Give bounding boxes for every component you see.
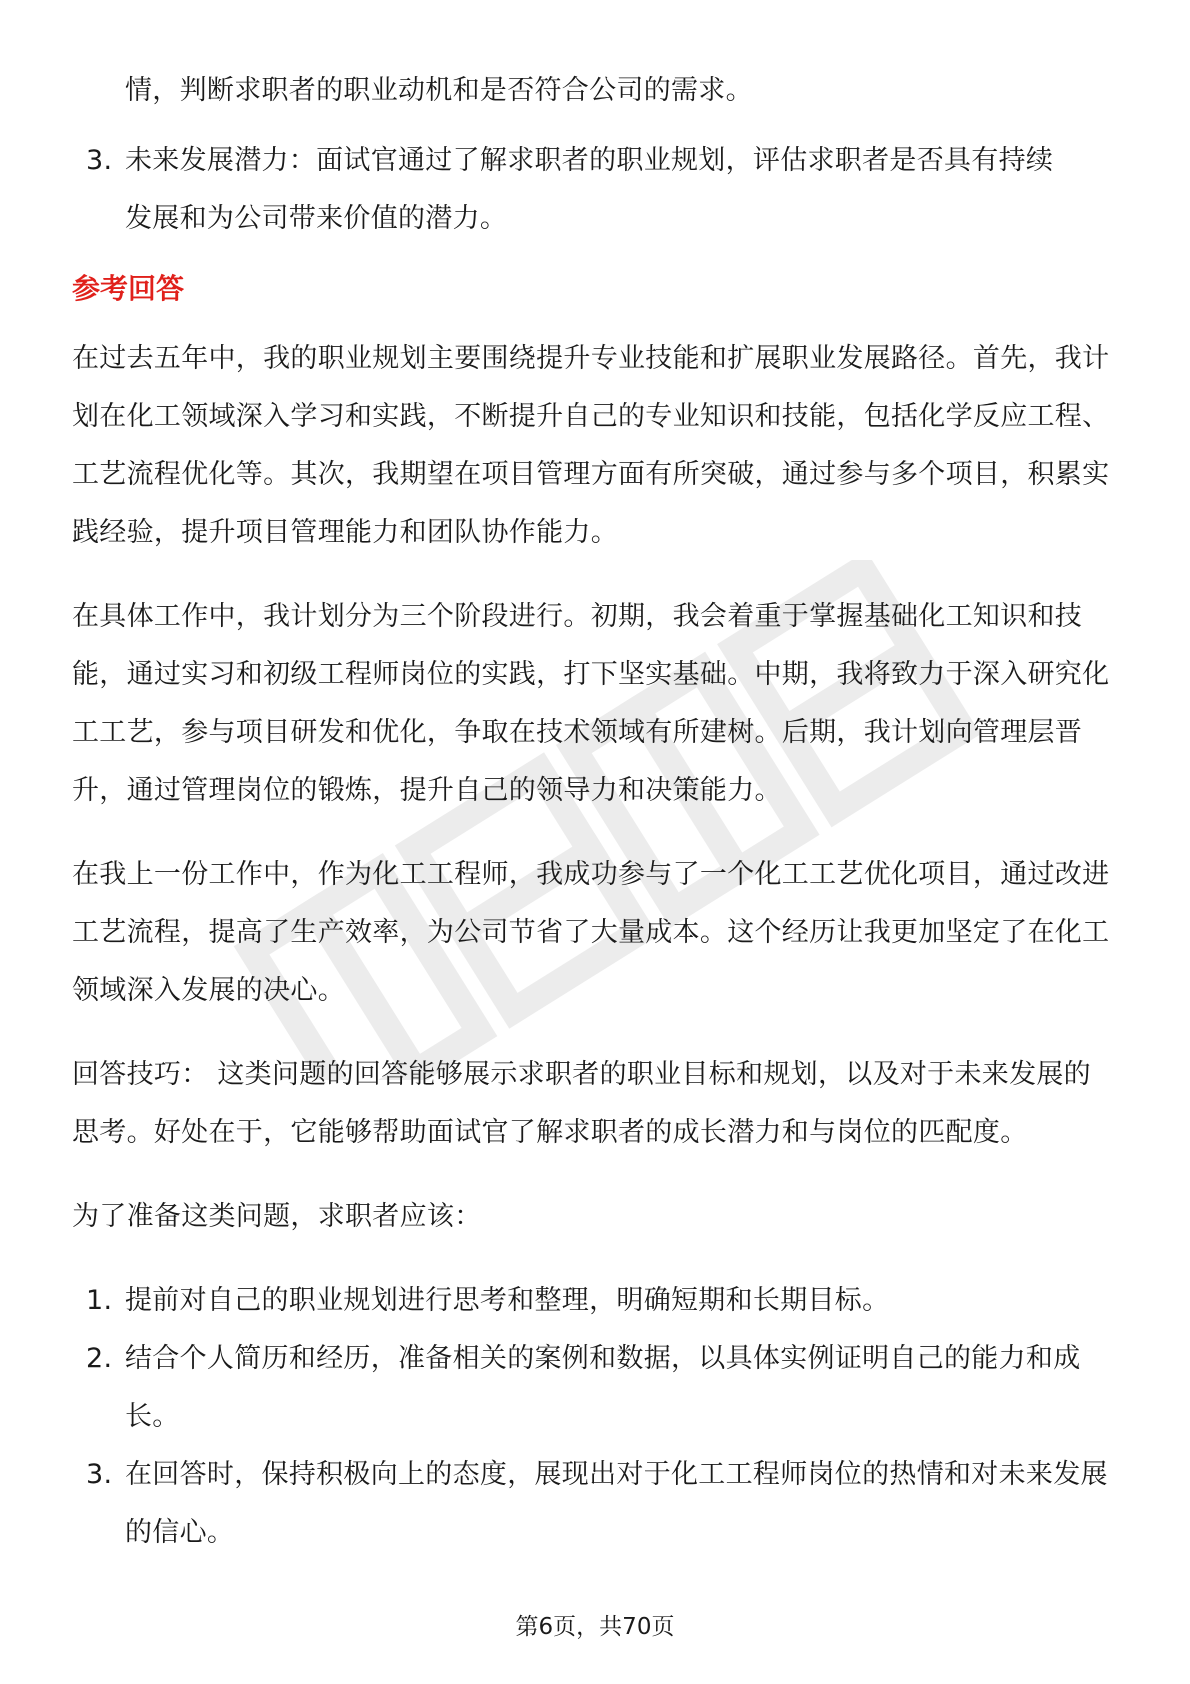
intro-list (72, 132, 1118, 248)
list-item (72, 132, 1118, 248)
list-item-text: 在回答时，保持积极向上的态度，展现出对于化工工程师岗位的热情和对未来发展的信心。 (125, 1459, 1108, 1548)
list-number: 2. (86, 1343, 113, 1374)
prep-intro: 为了准备这类问题，求职者应该： (72, 1201, 482, 1232)
list-item (72, 1446, 1118, 1562)
section-heading: 参考回答 (72, 272, 185, 305)
list-number: 3. (86, 145, 113, 176)
list-item (72, 1272, 1118, 1330)
list-item (72, 1330, 1118, 1446)
list-number: 3. (86, 1459, 113, 1490)
page-footer: 第6页，共70页 (515, 1614, 675, 1640)
answer-paragraph-1: 在过去五年中，我的职业规划主要围绕提升专业技能和扩展职业发展路径。首先，我计划在化工领域深入学习和实践，不断提升自己的专业知识和技能，包括化学反应工程、工艺流程优化等。其次，我期望在项目管理方面有所突破，通过参与多个项目，积累实践经验，提升项目管理能力和团队协作能力。 (72, 343, 1110, 548)
tips-paragraph: 回答技巧： 这类问题的回答能够展示求职者的职业目标和规划，以及对于未来发展的思考。好处在于，它能够帮助面试官了解求职者的成长潜力和与岗位的匹配度。 (72, 1059, 1091, 1148)
list-item-text: 提前对自己的职业规划进行思考和整理，明确短期和长期目标。 (125, 1285, 890, 1316)
list-number: 1. (86, 1285, 113, 1316)
list-item-text: 结合个人简历和经历，准备相关的案例和数据，以具体实例证明自己的能力和成长。 (125, 1343, 1081, 1432)
answer-paragraph-3: 在我上一份工作中，作为化工工程师，我成功参与了一个化工工艺优化项目，通过改进工艺流程，提高了生产效率，为公司节省了大量成本。这个经历让我更加坚定了在化工领域深入发展的决心。 (72, 859, 1110, 1006)
list-item-text-line2: 发展和为公司带来价值的潜力。 (125, 203, 508, 234)
main-content (72, 62, 1118, 1562)
list-item-text-line1: 未来发展潜力：面试官通过了解求职者的职业规划，评估求职者是否具有持续 (125, 145, 1054, 176)
continuation-text: 情，判断求职者的职业动机和是否符合公司的需求。 (125, 75, 753, 106)
prep-list (72, 1272, 1118, 1562)
answer-paragraph-2: 在具体工作中，我计划分为三个阶段进行。初期，我会着重于掌握基础化工知识和技能，通过实习和初级工程师岗位的实践，打下坚实基础。中期，我将致力于深入研究化工工艺，参与项目研发和优化，争取在技术领域有所建树。后期，我计划向管理层晋升，通过管理岗位的锻炼，提升自己的领导力和决策能力。 (72, 601, 1110, 806)
